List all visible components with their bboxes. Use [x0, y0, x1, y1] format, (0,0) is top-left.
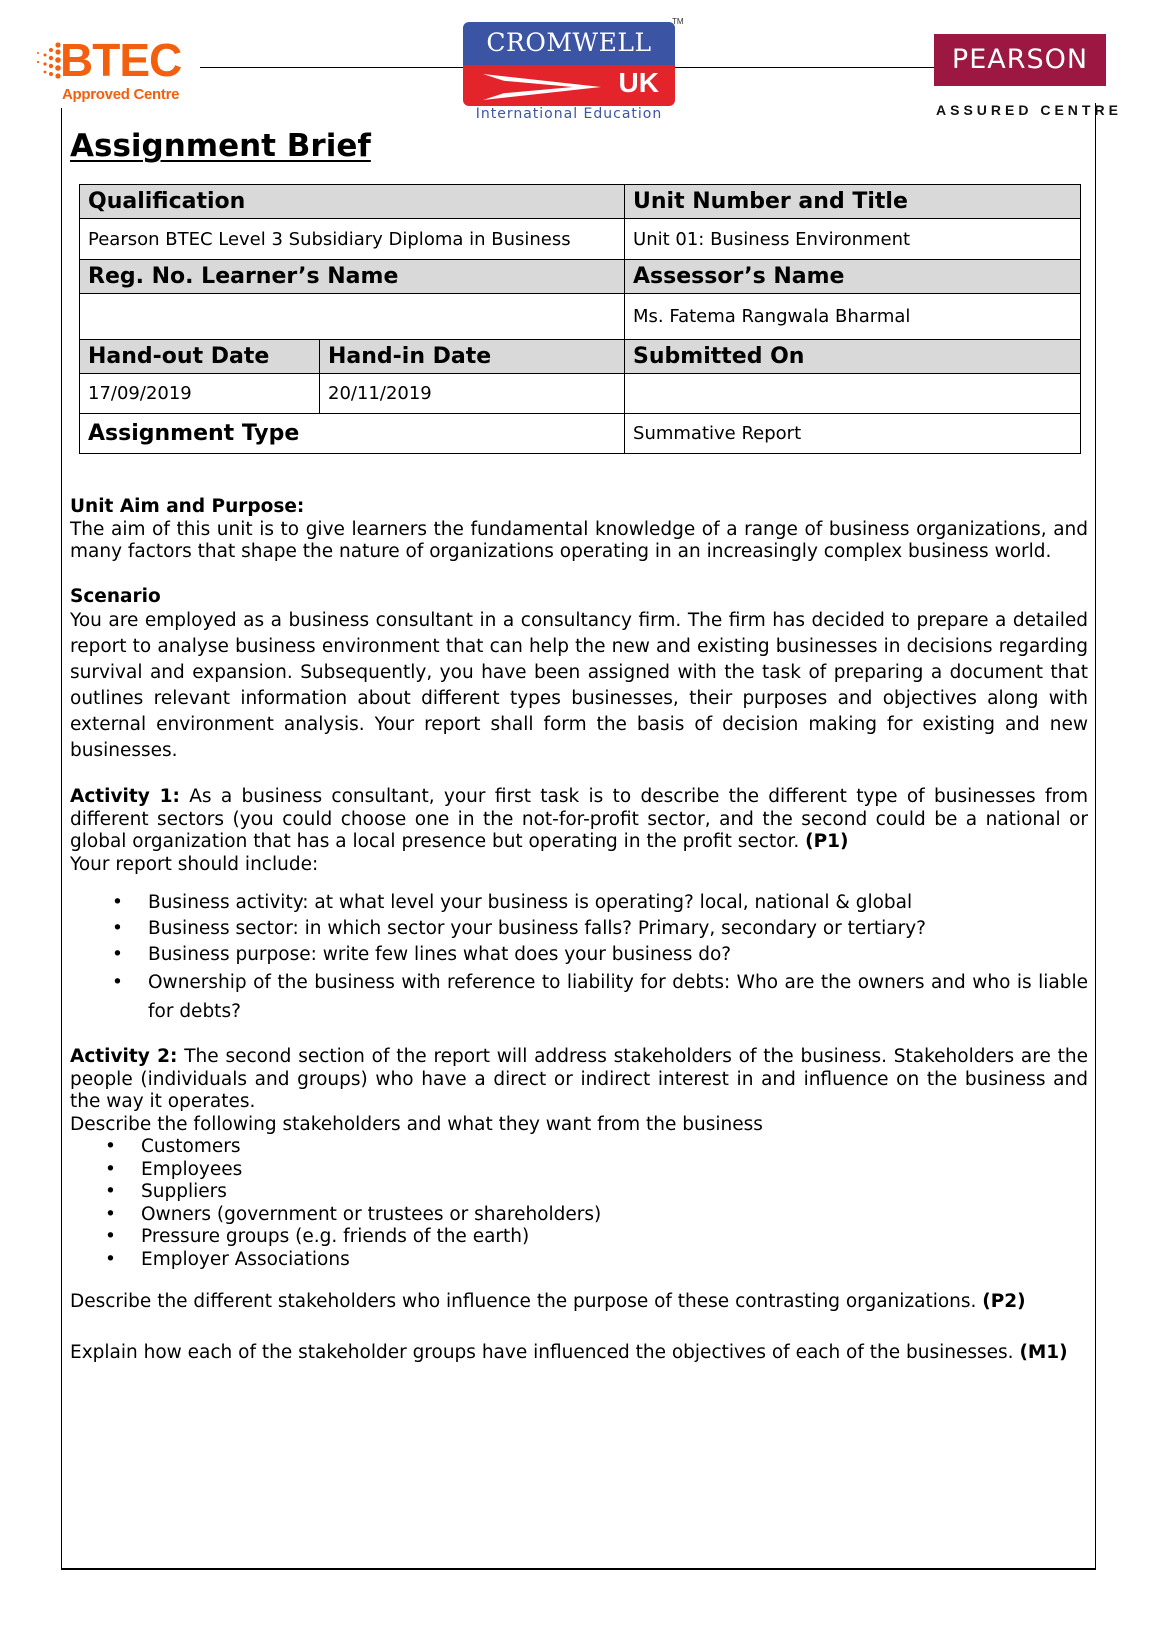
- handout-date-label: Hand-out Date: [80, 340, 320, 374]
- unit-label: Unit Number and Title: [625, 185, 1081, 219]
- cromwell-name: CROMWELL: [486, 28, 652, 57]
- list-item: • Owners (government or trustees or shareholders): [70, 1204, 1088, 1227]
- activity-1-list: [70, 890, 1088, 1026]
- page-border-left: [61, 67, 62, 1569]
- list-item: • Ownership of the business with reference to liability for debts: Who are the owners and who is liable for debts?: [70, 968, 1088, 1026]
- cromwell-uk: UK: [618, 67, 659, 98]
- arrow-icon: [483, 72, 603, 102]
- activity-1-label: Activity 1:: [70, 786, 180, 807]
- m1-task-text: Explain how each of the stakeholder groups have influenced the objectives of each of the businesses.: [70, 1341, 1020, 1363]
- qualification-value: Pearson BTEC Level 3 Subsidiary Diploma in Business: [80, 219, 625, 260]
- submitted-on-label: Submitted On: [625, 340, 1081, 374]
- pearson-subtitle: ASSURED CENTRE: [936, 102, 1122, 118]
- qualification-label: Qualification: [80, 185, 625, 219]
- list-item: • Employer Associations: [70, 1249, 1088, 1272]
- assessor-name-value: Ms. Fatema Rangwala Bharmal: [625, 294, 1081, 340]
- unit-aim-heading: Unit Aim and Purpose:: [70, 496, 305, 517]
- m1-criterion: (M1): [1019, 1341, 1068, 1363]
- handin-date-value: 20/11/2019: [320, 374, 625, 414]
- activity-1-description: As a business consultant, your first task is to describe the different type of businesses from different sectors (you could choose one in the not-for-profit sector, and the second could be a national or global organization that has a local presence but operating in the profit sector.: [70, 786, 1088, 852]
- p2-task-text: Describe the different stakeholders who influence the purpose of these contrasting organizations.: [70, 1291, 983, 1312]
- activity-2-description: The second section of the report will address stakeholders of the business. Stakeholders are the people (individuals and groups) who have a direct or indirect interest in and influence on the business and the way it operates.: [70, 1046, 1089, 1112]
- cromwell-logo: [463, 22, 675, 126]
- trademark-mark: TM: [672, 17, 684, 26]
- assessor-name-label: Assessor’s Name: [625, 260, 1081, 294]
- assignment-type-value: Summative Report: [625, 414, 1081, 454]
- activity-2-label: Activity 2:: [70, 1046, 178, 1067]
- scenario-heading: Scenario: [70, 585, 161, 607]
- brief-body: [70, 496, 1088, 1364]
- assignment-type-label: Assignment Type: [80, 414, 625, 454]
- page-title: Assignment Brief: [70, 128, 371, 164]
- list-item: • Suppliers: [70, 1181, 1088, 1204]
- cromwell-badge: [463, 22, 675, 106]
- learner-name-value: [80, 294, 625, 340]
- pearson-logo: PEARSON: [934, 34, 1106, 86]
- p2-criterion: (P2): [982, 1291, 1026, 1312]
- page-border-bottom: [61, 1568, 1096, 1570]
- list-item: • Business purpose: write few lines what does your business do?: [70, 942, 1088, 968]
- list-item: • Business sector: in which sector your business falls? Primary, secondary or tertiary?: [70, 916, 1088, 942]
- list-item: • Business activity: at what level your business is operating? local, national & global: [70, 890, 1088, 916]
- page-border-right: [1095, 103, 1096, 1569]
- handin-date-label: Hand-in Date: [320, 340, 625, 374]
- unit-aim-text: The aim of this unit is to give learners the fundamental knowledge of a range of business organizations, and many factors that shape the nature of organizations operating in an increasingly complex business world.: [70, 518, 1088, 562]
- activity-1-intro: Your report should include:: [70, 853, 319, 875]
- handout-date-value: 17/09/2019: [80, 374, 320, 414]
- activity-1-criterion: (P1): [805, 831, 849, 852]
- scenario-text: You are employed as a business consultant in a consultancy firm. The firm has decided to prepare a detailed report to analyse business environment that can help the new and existing businesses in decisions regarding survival and expansion. Subsequently, you have been assigned with the task of preparing a document that outlines relevant information about different types businesses, their purposes and objectives along with external environment analysis. Your report shall form the basis of decision making for existing and new businesses.: [70, 610, 1088, 761]
- activity-1-text: [70, 786, 1088, 854]
- p2-task: [70, 1291, 1088, 1314]
- activity-2-intro: Describe the following stakeholders and what they want from the business: [70, 1113, 763, 1135]
- cromwell-subtitle: International Education: [475, 106, 663, 122]
- stakeholder-list: [70, 1136, 1088, 1271]
- assignment-info-table: [79, 184, 1081, 454]
- submitted-on-value: [625, 374, 1081, 414]
- btec-wordmark: BTEC: [60, 34, 182, 86]
- activity-2-text: [70, 1046, 1088, 1114]
- list-item: • Pressure groups (e.g. friends of the earth): [70, 1226, 1088, 1249]
- m1-task: [70, 1342, 1088, 1365]
- learner-name-label: Reg. No. Learner’s Name: [80, 260, 625, 294]
- list-item: • Customers: [70, 1136, 1088, 1159]
- unit-value: Unit 01: Business Environment: [625, 219, 1081, 260]
- btec-subtitle: Approved Centre: [62, 86, 180, 103]
- list-item: • Employees: [70, 1159, 1088, 1182]
- btec-logo: [30, 34, 200, 108]
